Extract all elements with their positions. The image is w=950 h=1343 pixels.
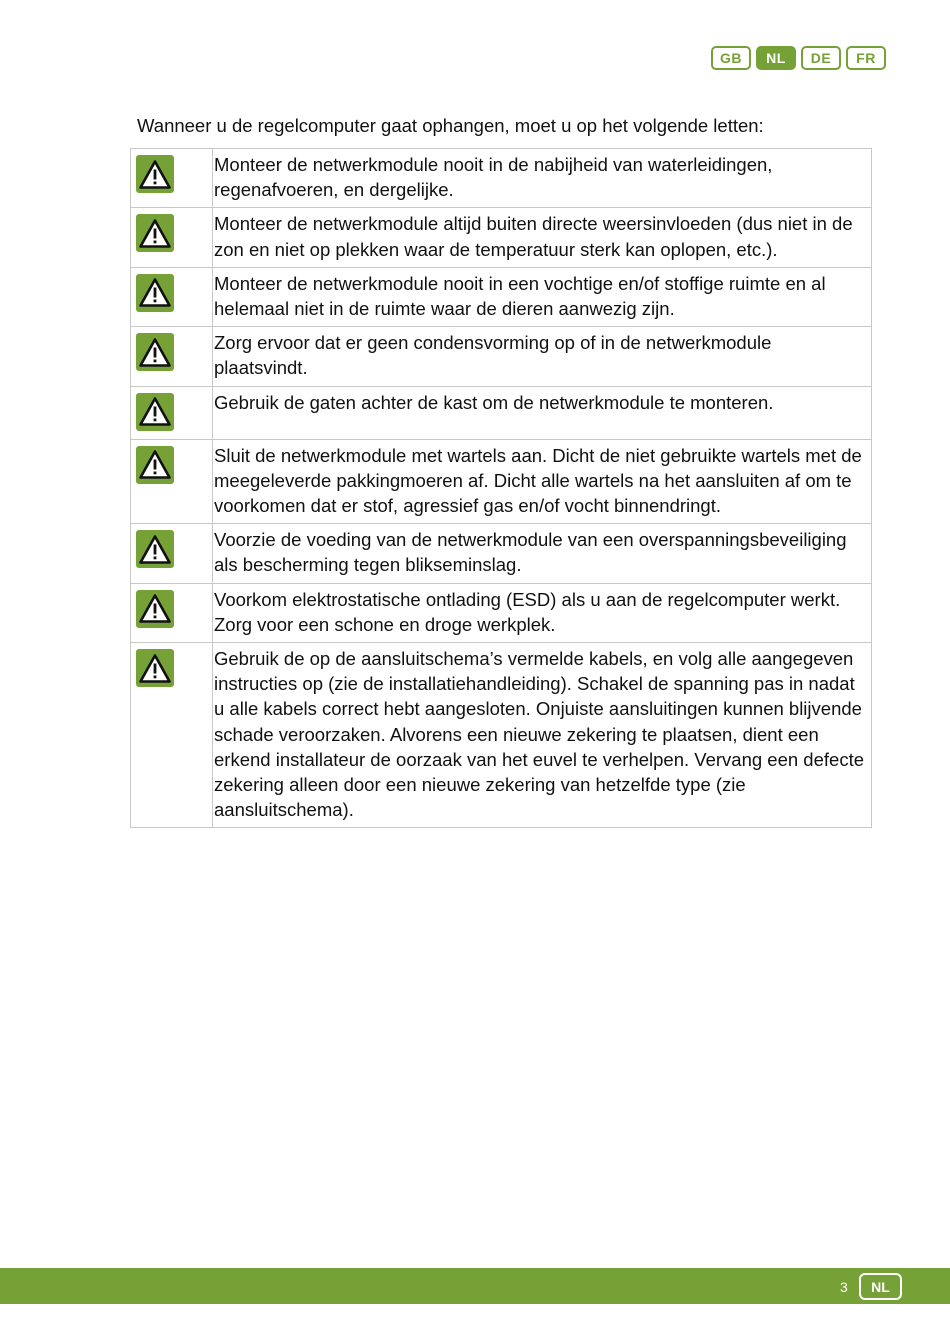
language-tab-de[interactable]: DE <box>801 46 841 70</box>
warning-text: Gebruik de gaten achter de kast om de netwerkmodule te monteren. <box>213 386 872 439</box>
language-tab-fr[interactable]: FR <box>846 46 886 70</box>
language-tabs <box>711 46 886 70</box>
page-number: 3 <box>840 1279 848 1295</box>
warning-triangle-icon <box>136 590 174 628</box>
warning-row <box>131 643 872 828</box>
warning-triangle-icon <box>136 155 174 193</box>
warning-row <box>131 386 872 439</box>
warning-icon-cell <box>131 386 213 439</box>
warning-triangle-icon <box>136 530 174 568</box>
warning-text: Voorzie de voeding van de netwerkmodule van een overspanningsbeveiliging als bescherming tegen blikseminslag. <box>213 524 872 583</box>
footer-bar <box>0 1268 950 1304</box>
language-tab-gb[interactable]: GB <box>711 46 751 70</box>
warning-icon-cell <box>131 327 213 386</box>
warning-icon-cell <box>131 208 213 267</box>
warning-text: Voorkom elektrostatische ontlading (ESD) als u aan de regelcomputer werkt. Zorg voor een schone en droge werkplek. <box>213 583 872 642</box>
warning-triangle-icon <box>136 649 174 687</box>
warning-row <box>131 583 872 642</box>
warning-row <box>131 439 872 524</box>
intro-text: Wanneer u de regelcomputer gaat ophangen, moet u op het volgende letten: <box>137 115 764 136</box>
warning-icon-cell <box>131 643 213 828</box>
warning-text: Sluit de netwerkmodule met wartels aan. Dicht de niet gebruikte wartels met de meegeleverde pakkingmoeren af. Dicht alle wartels na het aansluiten af om te voorkomen dat er stof, agressief gas en/of vocht binnendringt. <box>213 439 872 524</box>
warning-row <box>131 149 872 208</box>
warning-triangle-icon <box>136 274 174 312</box>
warning-text: Monteer de netwerkmodule nooit in een vochtige en/of stoffige ruimte en al helemaal niet in de ruimte waar de dieren aanwezig zijn. <box>213 267 872 326</box>
warning-triangle-icon <box>136 214 174 252</box>
warning-triangle-icon <box>136 393 174 431</box>
warning-triangle-icon <box>136 446 174 484</box>
warning-icon-cell <box>131 439 213 524</box>
warning-text: Gebruik de op de aansluitschema’s vermelde kabels, en volg alle aangegeven instructies op (zie de installatiehandleiding). Schakel de spanning pas in nadat u alle kabels correct hebt aangesloten. Onjuiste aansluitingen kunnen blijvende schade veroorzaken. Alvorens een nieuwe zekering te plaatsen, dient een erkend installateur de oorzaak van het euvel te verhelpen. Vervang een defecte zekering alleen door een nieuwe zekering van hetzelfde type (zie aansluitschema). <box>213 643 872 828</box>
language-tab-nl[interactable]: NL <box>756 46 796 70</box>
warnings-table <box>130 148 872 828</box>
warning-icon-cell <box>131 583 213 642</box>
warning-text: Monteer de netwerkmodule altijd buiten directe weersinvloeden (dus niet in de zon en niet op plekken waar de temperatuur sterk kan oplopen, etc.). <box>213 208 872 267</box>
warning-icon-cell <box>131 524 213 583</box>
warning-row <box>131 524 872 583</box>
warning-text: Zorg ervoor dat er geen condensvorming op of in de netwerkmodule plaatsvindt. <box>213 327 872 386</box>
warning-triangle-icon <box>136 333 174 371</box>
warning-row <box>131 327 872 386</box>
warning-icon-cell <box>131 267 213 326</box>
warning-icon-cell <box>131 149 213 208</box>
warning-row <box>131 267 872 326</box>
warning-row <box>131 208 872 267</box>
warning-text: Monteer de netwerkmodule nooit in de nabijheid van waterleidingen, regenafvoeren, en dergelijke. <box>213 149 872 208</box>
footer-language-tab: NL <box>859 1273 902 1300</box>
